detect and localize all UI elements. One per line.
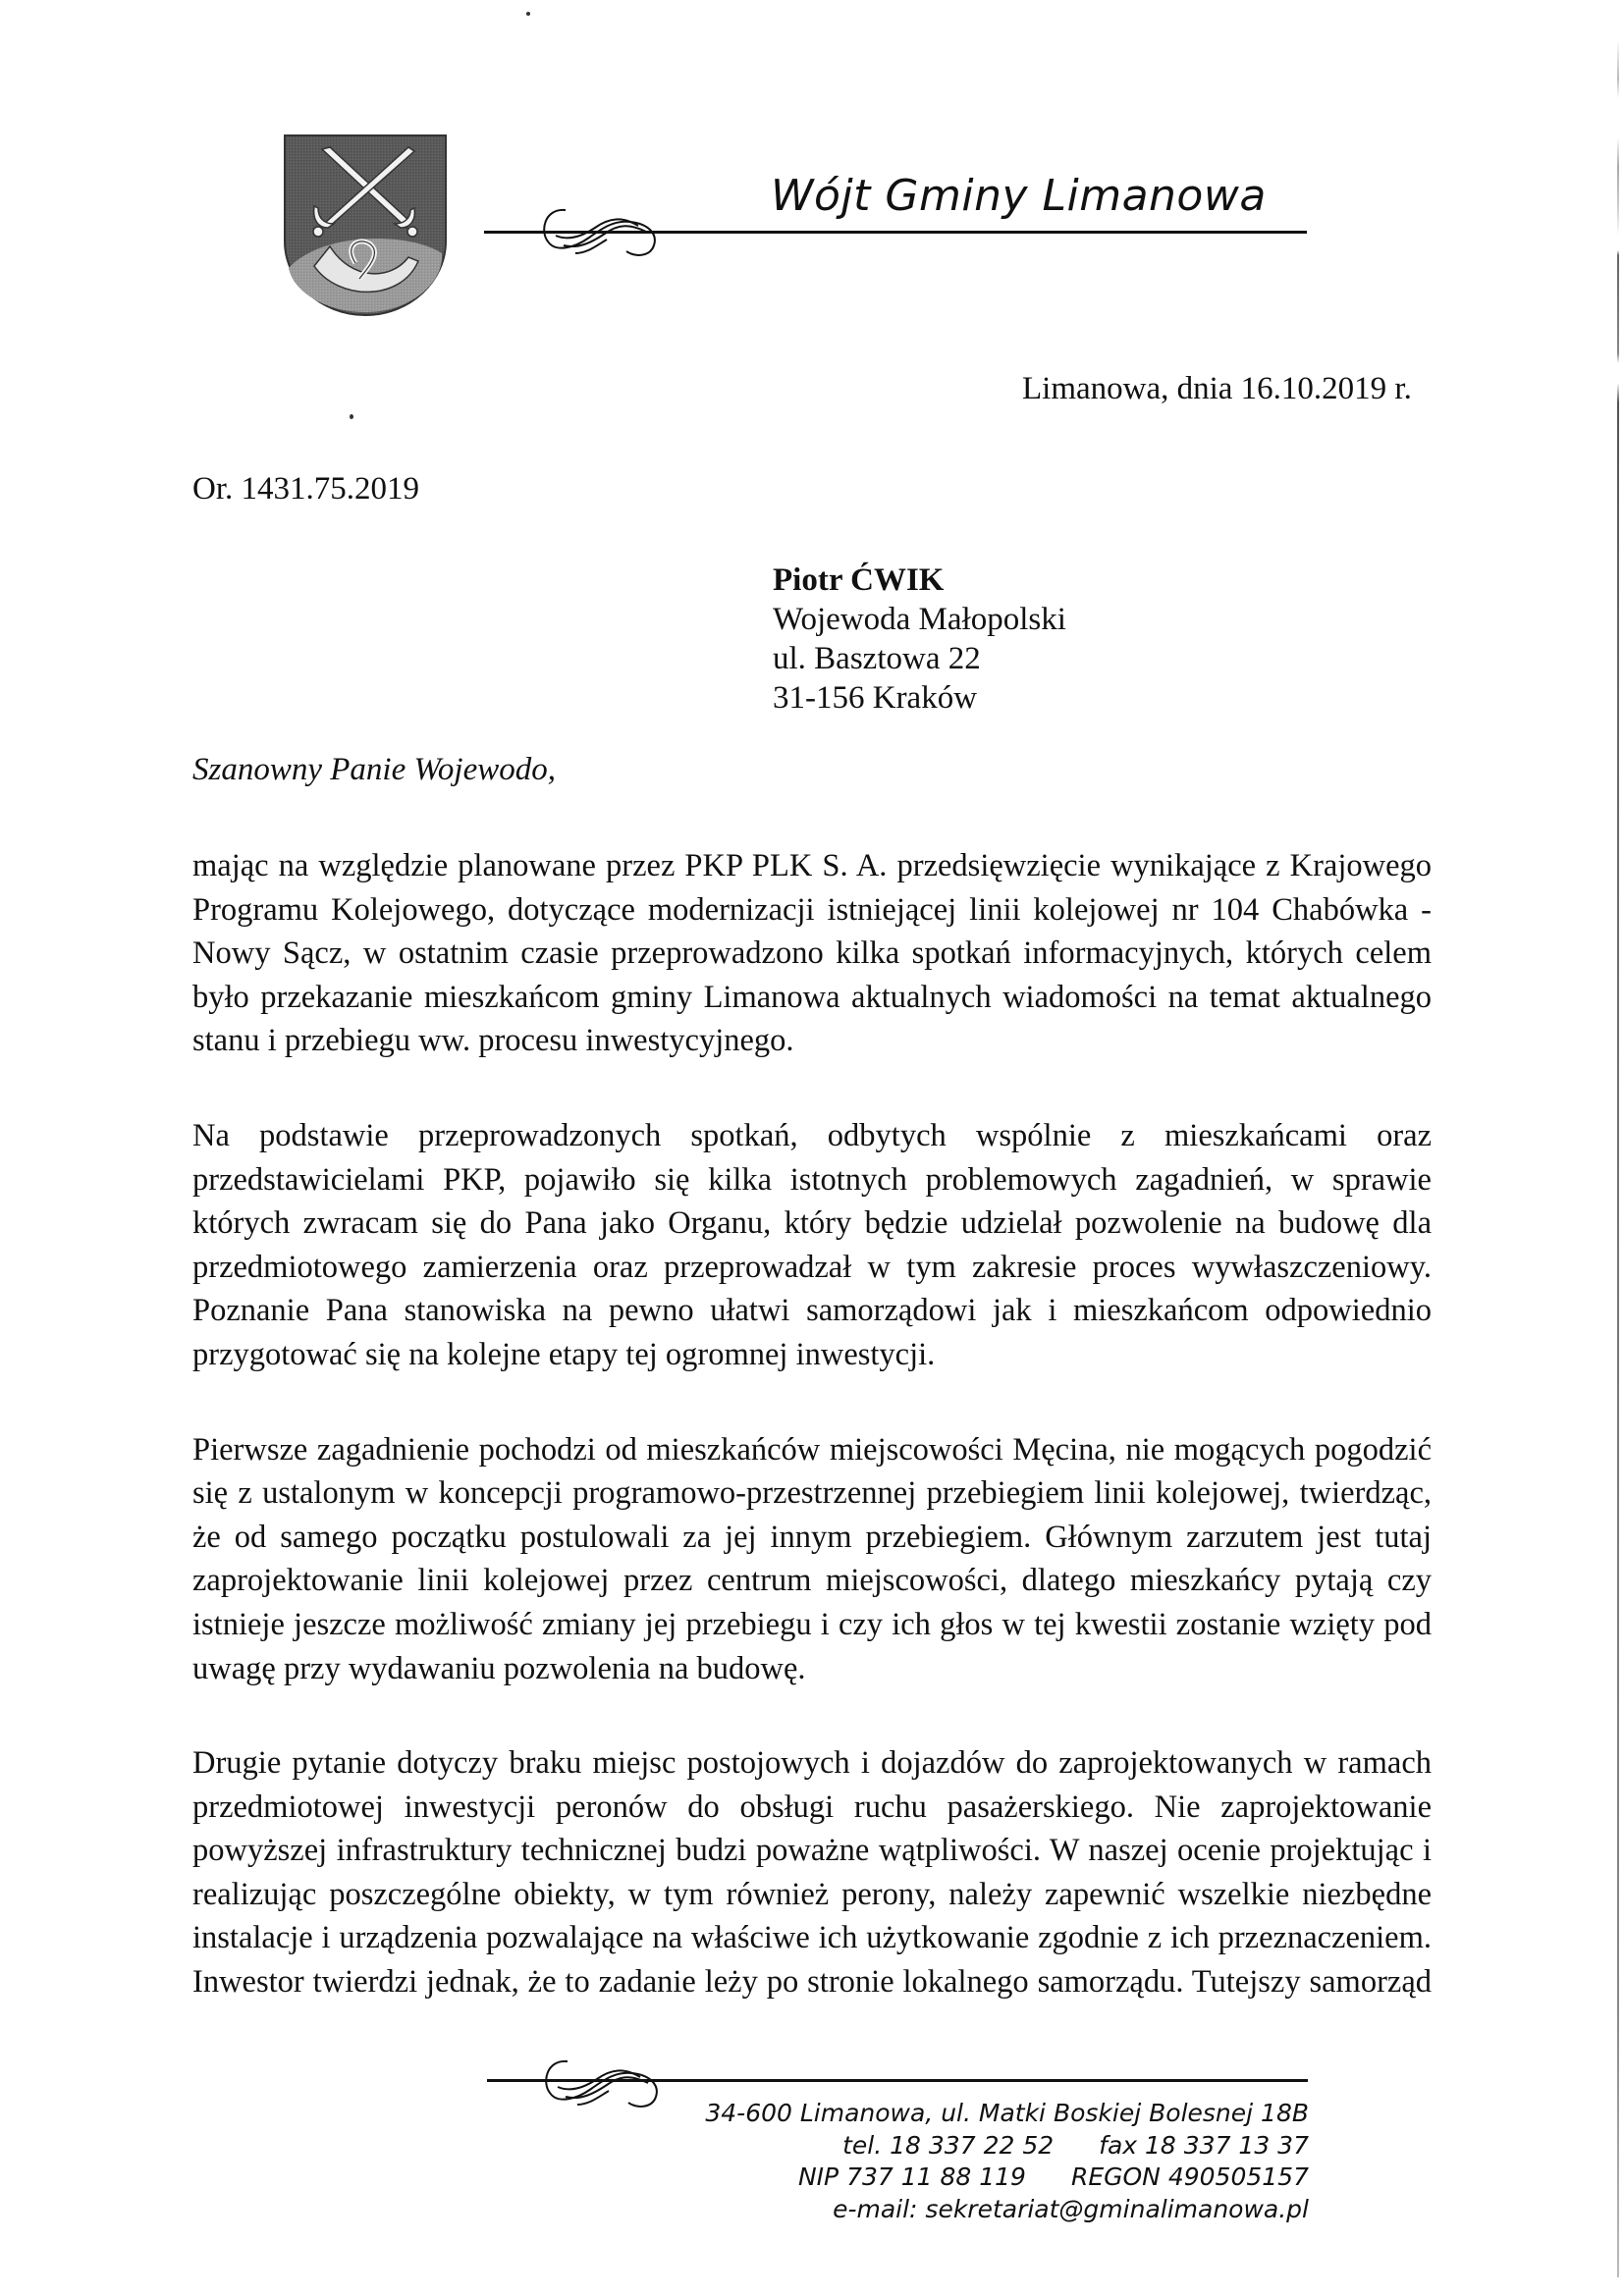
place-date: Limanowa, dnia 16.10.2019 r. bbox=[1022, 371, 1412, 406]
recipient-name: Piotr ĆWIK bbox=[773, 562, 945, 598]
footer-fax: fax 18 337 13 37 bbox=[1099, 2130, 1309, 2160]
letter-body bbox=[192, 844, 1432, 2004]
footer-regon: REGON 490505157 bbox=[1070, 2163, 1309, 2192]
footer-nip: NIP 737 11 88 119 bbox=[797, 2163, 1026, 2192]
scan-speck bbox=[526, 12, 530, 16]
recipient-block bbox=[773, 561, 1066, 718]
recipient-street: ul. Basztowa 22 bbox=[773, 641, 981, 676]
footer-contact bbox=[705, 2098, 1309, 2226]
footer-phone-fax bbox=[705, 2130, 1309, 2163]
footer-address: 34-600 Limanowa, ul. Matki Boskiej Bolesnej 18B bbox=[705, 2099, 1309, 2127]
paragraph: Na podstawie przeprowadzonych spotkań, odbytych wspólnie z mieszkańcami oraz przedstawicielami PKP, pojawiło się kilka istotnych problemowych zagadnień, w sprawie których zwracam się do Pana jako Organu, który będzie udzielał pozwolenie na budowę dla przedmiotowego zamierzenia oraz przeprowadzał w tym zakresie proces wywłaszczeniowy. Poznanie Pana stanowiska na pewno ułatwi samorządowi jak i mieszkańcom odpowiednio przygotować się na kolejne etapy tej ogromnej inwestycji. bbox=[192, 1117, 1432, 1372]
recipient-city: 31-156 Kraków bbox=[773, 680, 978, 716]
paragraph: mając na względzie planowane przez PKP PLK S. A. przedsięwzięcie wynikające z Krajowego Programu Kolejowego, dotyczące modernizacji istniejącej linii kolejowej nr 104 Chabówka - Nowy Sącz, w ostatnim czasie przeprowadzono kilka spotkań informacyjnych, których celem było przekazanie mieszkańcom gminy Limanowa aktualnych wiadomości na temat aktualnego stanu i przebiegu ww. procesu inwestycyjnego. bbox=[192, 848, 1432, 1059]
knot-ornament-icon bbox=[538, 2054, 668, 2112]
coat-of-arms-icon bbox=[283, 133, 448, 317]
salutation: Szanowny Panie Wojewodo, bbox=[192, 752, 557, 787]
reference-number: Or. 1431.75.2019 bbox=[192, 471, 419, 507]
footer-tel: tel. 18 337 22 52 bbox=[842, 2130, 1055, 2160]
paragraph: Pierwsze zagadnienie pochodzi od mieszkańców miejscowości Męcina, nie mogących pogodzić się z ustalonym w koncepcji programowo-przestrzennej przebiegiem linii kolejowej, twierdząc, że od samego początku postulowali za jej innym przebiegiem. Głównym zarzutem jest tutaj zaprojektowanie linii kolejowej przez centrum miejscowości, dlatego mieszkańcy pytają czy istnieje jeszcze możliwość zmiany jej przebiegu i czy ich głos w tej kwestii zostanie wzięty pod uwagę przy wydawaniu pozwolenia na budowę. bbox=[192, 1431, 1432, 1686]
footer-email: e-mail: sekretariat@gminalimanowa.pl bbox=[833, 2195, 1309, 2224]
knot-ornament-icon bbox=[536, 202, 666, 261]
scan-edge bbox=[1617, 39, 1619, 2277]
footer-ids bbox=[705, 2162, 1309, 2194]
recipient-position: Wojewoda Małopolski bbox=[773, 602, 1066, 637]
scan-speck bbox=[350, 414, 353, 419]
letterhead-title: Wójt Gminy Limanowa bbox=[771, 171, 1267, 221]
paragraph: Drugie pytanie dotyczy braku miejsc postojowych i dojazdów do zaprojektowanych w ramach przedmiotowej inwestycji peronów do obsługi ruchu pasażerskiego. Nie zaprojektowanie powyższej infrastruktury technicznej budzi poważne wątpliwości. W naszej ocenie projektując i realizując poszczególne obiekty, w tym również perony, należy zapewnić wszelkie niezbędne instalacje i urządzenia pozwalające na właściwe ich użytkowanie zgodnie z ich przeznaczeniem. Inwestor twierdzi jednak, że to zadanie leży po stronie lokalnego samorządu. Tutejszy samorząd bbox=[192, 1745, 1432, 2001]
